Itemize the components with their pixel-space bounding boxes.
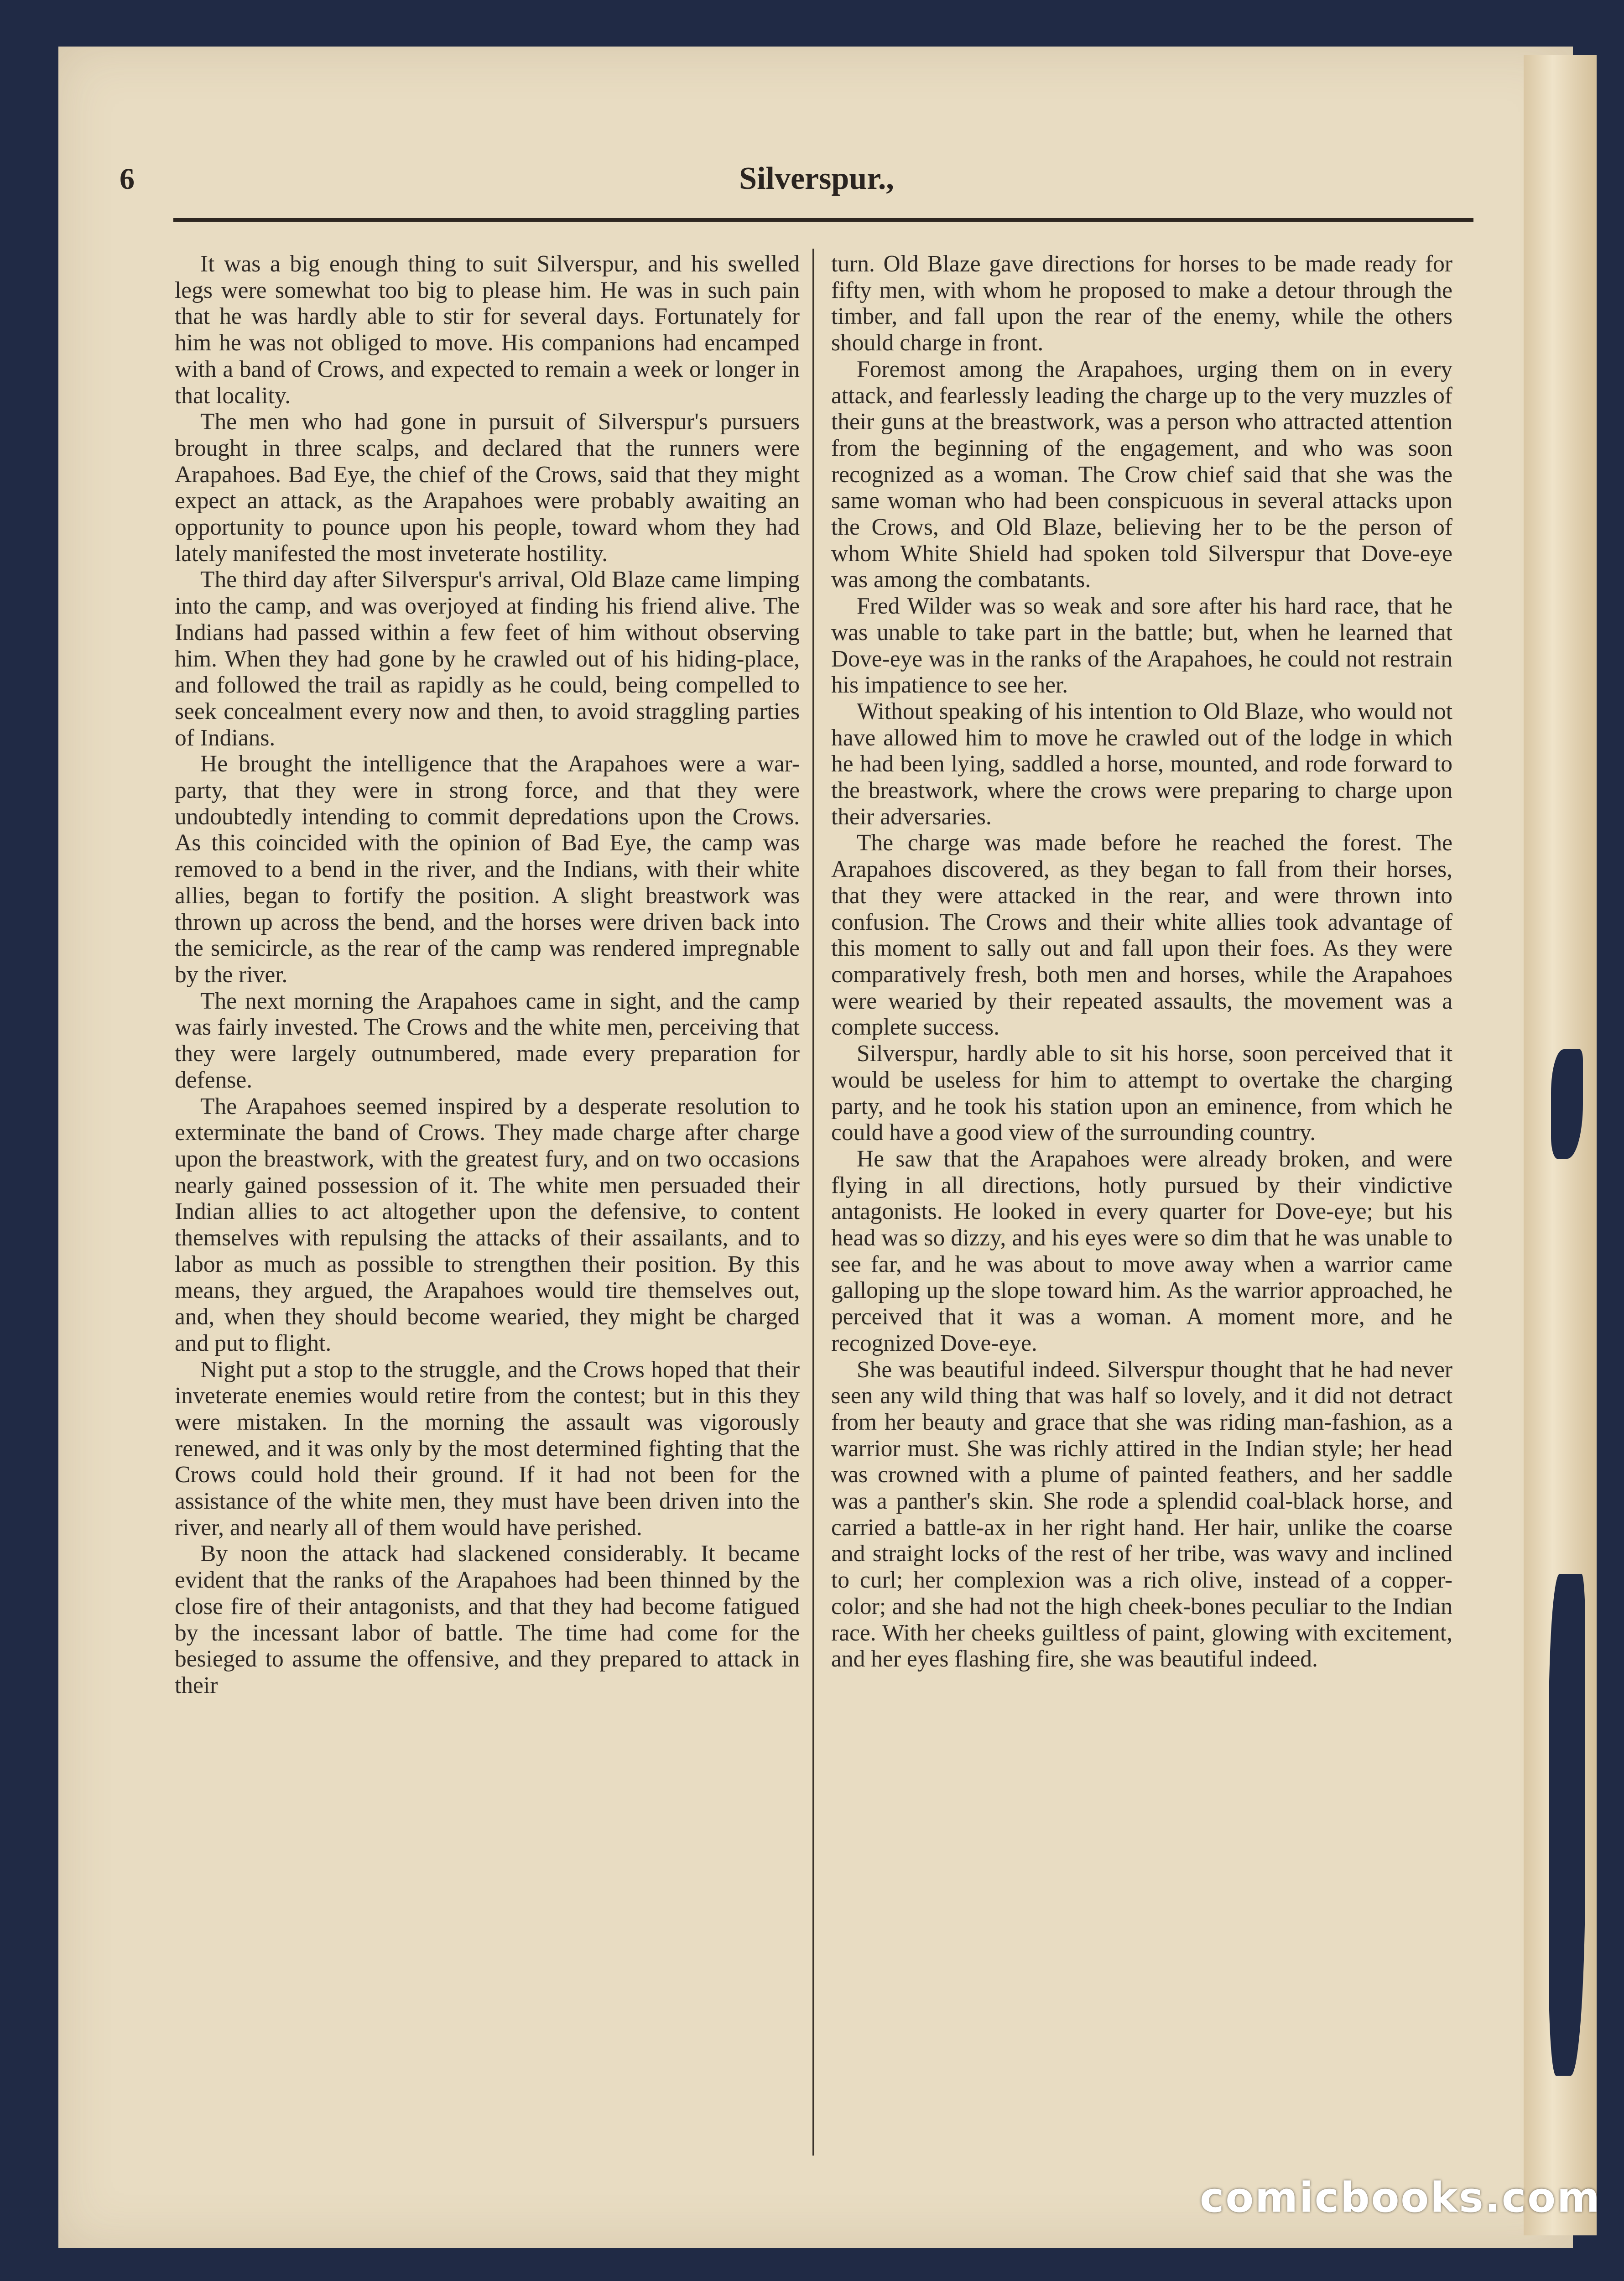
paragraph: The third day after Silverspur's arrival, Old Blaze came limping into the camp, and was overjoyed at finding his friend alive. The Indians had passed within a few feet of him without observing him. When they had gone by he crawled out of his hiding-place, and followed the trail as rapidly as he could, being compelled to seek concealment every now and then, to avoid straggling parties of Indians. — [175, 567, 800, 751]
paragraph: It was a big enough thing to suit Silverspur, and his swelled legs were somewhat too big to please him. He was in such pain that he was hardly able to stir for several days. Fortunately for him he was not obliged to move. His companions had encamped with a band of Crows, and expected to remain a week or longer in that locality. — [175, 251, 800, 409]
paragraph: The next morning the Arapahoes came in sight, and the camp was fairly invested. The Crows and the white men, perceiving that they were largely outnumbered, made every preparation for defense. — [175, 988, 800, 1093]
page-tear — [1551, 1049, 1583, 1159]
watermark: comicbooks.com — [1200, 2174, 1601, 2222]
paragraph: Silverspur, hardly able to sit his horse, soon perceived that it would be useless for him to attempt to overtake the charging party, and he took his station upon an eminence, from which he could have a good view of the surrounding country. — [831, 1041, 1452, 1146]
paragraph: Night put a stop to the struggle, and the Crows hoped that their inveterate enemies would retire from the contest; but in this they were mistaken. In the morning the assault was vigorously renewed, and it was only by the most determined fighting that the Crows could hold their ground. If it had not been for the assistance of the white men, they must have been driven into the river, and nearly all of them would have perished. — [175, 1356, 800, 1541]
paragraph: The Arapahoes seemed inspired by a desperate resolution to exterminate the band of Crows. They made charge after charge upon the breastwork, with the greatest fury, and on two occasions nearly gained possession of it. The white men persuaded their Indian allies to act altogether upon the defensive, to content themselves with repulsing the attacks of their assailants, and to labor as much as possible to strengthen their position. By this means, they argued, the Arapahoes would tire themselves out, and, when they should become wearied, they might be charged and put to flight. — [175, 1093, 800, 1356]
page-number: 6 — [120, 162, 135, 196]
header-rule — [173, 218, 1473, 222]
paragraph: Without speaking of his intention to Old Blaze, who would not have allowed him to move he crawled out of the lodge in which he had been lying, saddled a horse, mounted, and rode forward to the breastwork, where the crows were preparing to charge upon their adversaries. — [831, 698, 1452, 830]
text-column-left — [175, 251, 800, 1699]
paragraph: The men who had gone in pursuit of Silverspur's pursuers brought in three scalps, and declared that the runners were Arapahoes. Bad Eye, the chief of the Crows, said that they might expect an attack, as the Arapahoes were probably awaiting an opportunity to pounce upon his people, toward whom they had lately manifested the most inveterate hostility. — [175, 409, 800, 567]
paragraph: Fred Wilder was so weak and sore after his hard race, that he was unable to take part in the battle; but, when he learned that Dove-eye was in the ranks of the Arapahoes, he could not restrain his impatience to see her. — [831, 593, 1452, 698]
paragraph: He brought the intelligence that the Arapahoes were a war-party, that they were in strong force, and that they were undoubtedly intending to commit depredations upon the Crows. As this coincided with the opinion of Bad Eye, the camp was removed to a bend in the river, and the Indians, with their white allies, began to fortify the position. A slight breastwork was thrown up across the bend, and the horses were driven back into the semicircle, as the rear of the camp was rendered impregnable by the river. — [175, 751, 800, 988]
paragraph: She was beautiful indeed. Silverspur thought that he had never seen any wild thing that was half so lovely, and it did not detract from her beauty and grace that she was riding man-fashion, as a warrior must. She was richly attired in the Indian style; her head was crowned with a plume of painted feathers, and her saddle was a panther's skin. She rode a splendid coal-black horse, and carried a battle-ax in her right hand. Her hair, unlike the coarse and straight locks of the rest of her tribe, was wavy and inclined to curl; her complexion was a rich olive, instead of a copper-color; and she had not the high cheek-bones peculiar to the Indian race. With her cheeks guiltless of paint, glowing with excitement, and her eyes flashing fire, she was beautiful indeed. — [831, 1356, 1452, 1672]
paragraph: By noon the attack had slackened considerably. It became evident that the ranks of the Arapahoes had been thinned by the close fire of their antagonists, and that they had become fatigued by the incessant labor of battle. The time had come for the besieged to assume the offensive, and they prepared to attack in their — [175, 1541, 800, 1698]
text-column-right — [831, 251, 1452, 1672]
column-divider — [812, 249, 814, 2156]
paragraph: Foremost among the Arapahoes, urging them on in every attack, and fearlessly leading the charge up to the very muzzles of their guns at the breastwork, was a person who attracted attention from the beginning of the engagement, and who was soon recognized as a woman. The Crow chief said that she was the same woman who had been conspicuous in several attacks upon the Crows, and Old Blaze, believing her to be the person of whom White Shield had spoken told Silverspur that Dove-eye was among the combatants. — [831, 356, 1452, 593]
running-title: Silverspur., — [739, 161, 894, 196]
paragraph: He saw that the Arapahoes were already broken, and were flying in all directions, hotly pursued by their vindictive antagonists. He looked in every quarter for Dove-eye; but his head was so dizzy, and his eyes were so dim that he was unable to see far, and he was about to move away when a warrior came galloping up the slope toward him. As the warrior approached, he perceived that it was a woman. A moment more, and he recognized Dove-eye. — [831, 1146, 1452, 1356]
paragraph: turn. Old Blaze gave directions for horses to be made ready for fifty men, with whom he proposed to make a detour through the timber, and fall upon the rear of the enemy, while the others should charge in front. — [831, 251, 1452, 356]
page-tear — [1549, 1574, 1585, 2076]
paragraph: The charge was made before he reached the forest. The Arapahoes discovered, as they began to fall from their horses, that they were attacked in the rear, and were thrown into confusion. The Crows and their white allies took advantage of this moment to sally out and fall upon their foes. As they were comparatively fresh, both men and horses, while the Arapahoes were wearied by their repeated assaults, the movement was a complete success. — [831, 830, 1452, 1041]
